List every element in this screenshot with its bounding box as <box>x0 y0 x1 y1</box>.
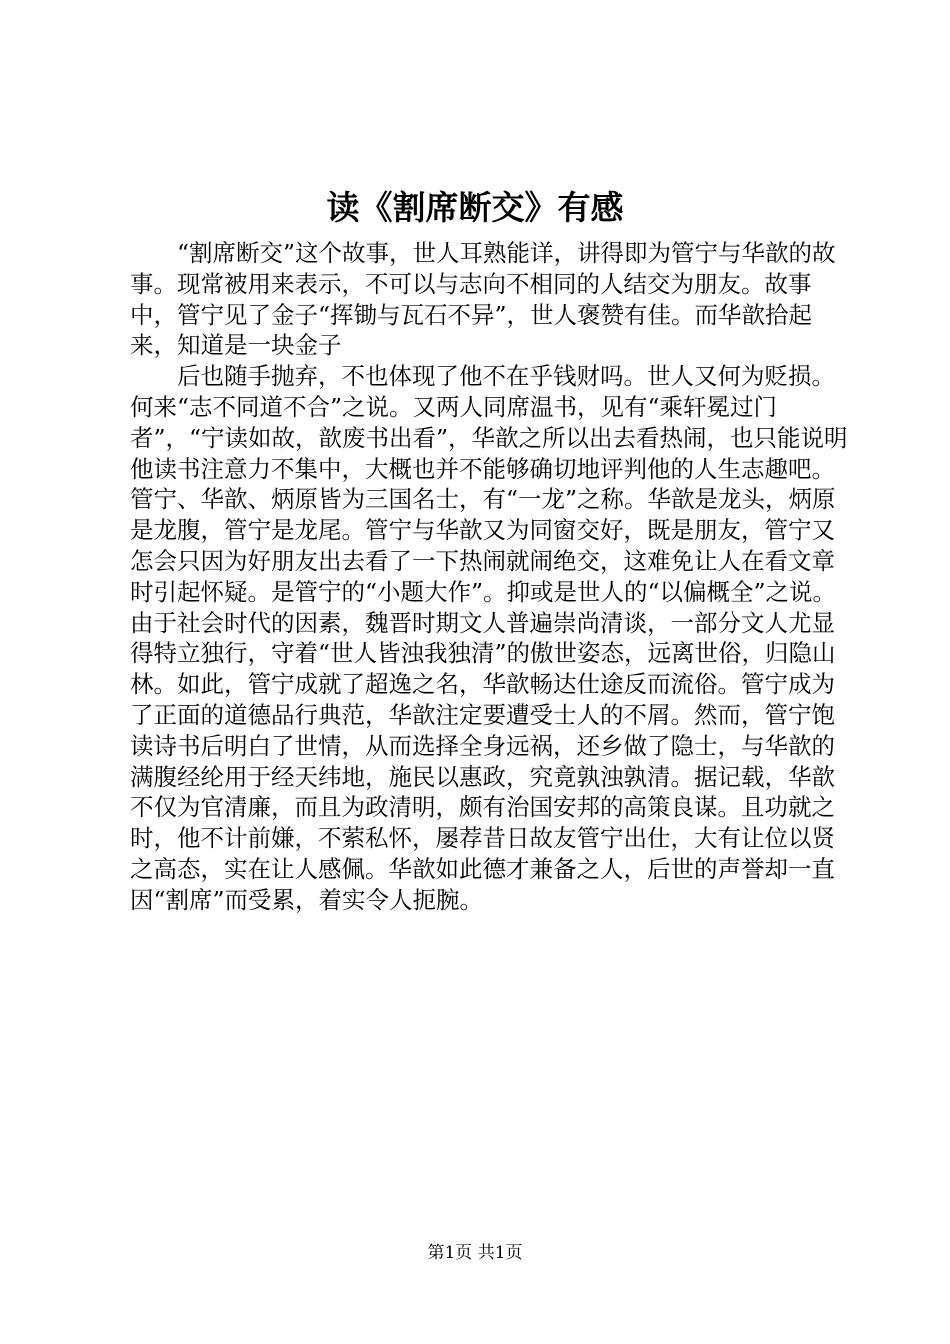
document-title: 读《割席断交》有感 <box>326 188 624 227</box>
paragraph-2: 后也随手抛弃，不也体现了他不在乎钱财吗。世人又何为贬损。何来“志不同道不合”之说。又两人同席温书，见有“乘轩冕过门者”，“宁读如故，歆废书出看”，华歆之所以出去看热闹，也只能说明他读书注意力不集中，大概也并不能够确切地评判他的人生志趣吧。管宁、华歆、炳原皆为三国名士，有“一龙”之称。华歆是龙头，炳原是龙腹，管宁是龙尾。管宁与华歆又为同窗交好，既是朋友，管宁又怎会只因为好朋友出去看了一下热闹就闹绝交，这难免让人在看文章时引起怀疑。是管宁的“小题大作”。抑或是世人的“以偏概全”之说。由于社会时代的因素，魏晋时期文人普遍崇尚清谈，一部分文人尤显得特立独行，守着“世人皆浊我独清”的傲世姿态，远离世俗，归隐山林。如此，管宁成就了超逸之名，华歆畅达仕途反而流俗。管宁成为了正面的道德品行典范，华歆注定要遭受士人的不屑。然而，管宁饱读诗书后明白了世情，从而选择全身远祸，还乡做了隐士，与华歆的满腹经纶用于经天纬地，施民以惠政，究竟孰浊孰清。据记载，华歆不仅为官清廉，而且为政清明，颇有治国安邦的高策良谋。且功就之时，他不计前嫌，不萦私怀，屡荐昔日故友管宁出仕，大有让位以贤之高态，实在让人感佩。华歆如此德才兼备之人，后世的声誉却一直因“割席”而受累，着实令人扼腕。 <box>130 362 848 914</box>
paragraph-1: “割席断交”这个故事，世人耳熟能详，讲得即为管宁与华歆的故事。现常被用来表示，不可以与志向不相同的人结交为朋友。故事中，管宁见了金子“挥锄与瓦石不异”，世人褒赞有佳。而华歆拾起来，知道是一块金子 <box>130 239 836 360</box>
document-body <box>130 238 850 916</box>
page-footer: 第1页 共1页 <box>427 1243 523 1263</box>
